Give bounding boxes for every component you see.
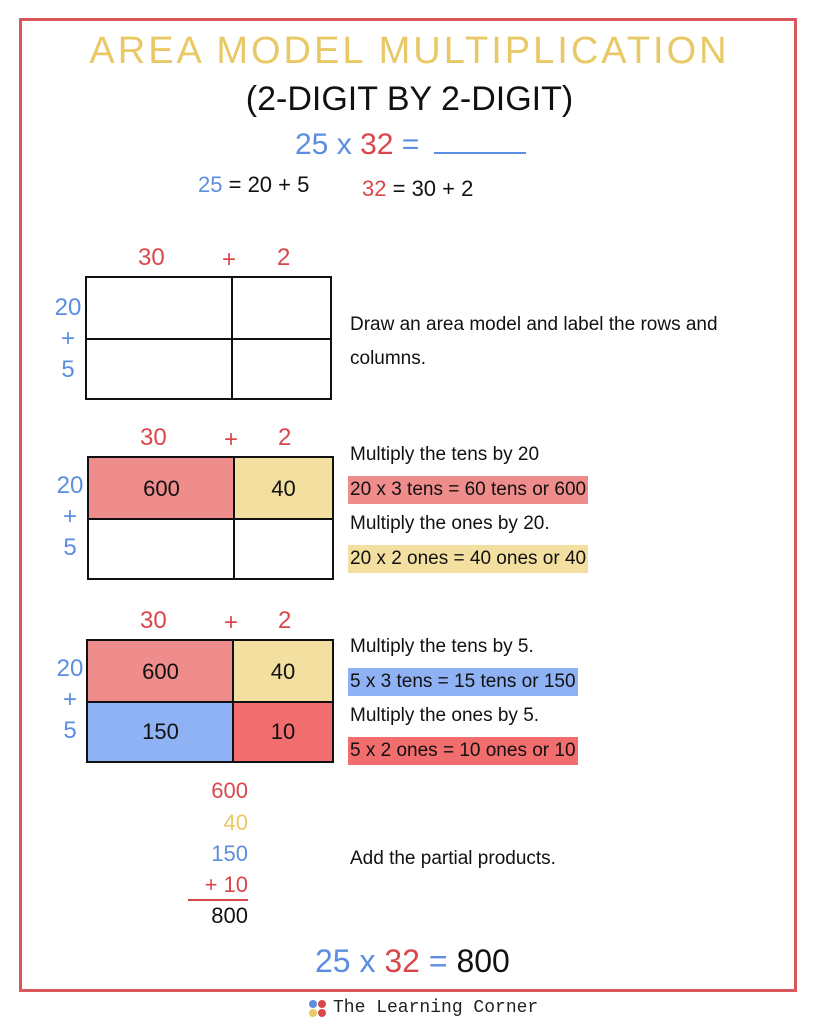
instruction-draw: Draw an area model and label the rows and columns.: [350, 314, 718, 369]
row-label-tens: 20: [56, 472, 84, 499]
partial-product-150: 150: [211, 841, 248, 866]
step1-calculation: 20 x 3 tens = 60 tens or 600: [348, 476, 588, 504]
step3-calculation: 5 x 3 tens = 15 tens or 150: [348, 668, 578, 696]
final-result: 800: [456, 943, 510, 979]
decomp-b-number: 32: [362, 176, 387, 201]
final-equation: [315, 943, 510, 980]
instruction-add: Add the partial products.: [350, 848, 556, 869]
partial-product-600: 600: [211, 778, 248, 803]
col-label-tens: 30: [138, 244, 165, 271]
decomposition-a: [198, 172, 309, 198]
final-equals-sign: =: [428, 943, 448, 979]
grid-divider-horizontal: [88, 701, 332, 703]
col-label-plus: +: [224, 609, 239, 636]
row-label-plus: +: [62, 686, 77, 713]
final-factor-b: 32: [384, 943, 420, 979]
row-label-tens: 20: [56, 655, 84, 682]
step4-calculation: 5 x 2 ones = 10 ones or 10: [348, 737, 578, 765]
final-times-sign: x: [359, 943, 376, 979]
partial-product-40: 40: [223, 810, 248, 835]
cell-ones-by-20: 40: [235, 458, 332, 519]
problem-equation: [295, 128, 526, 162]
decomposition-b: [362, 176, 473, 202]
cell-tens-by-20: 600: [88, 641, 233, 702]
col-label-tens: 30: [140, 424, 167, 451]
cell-ones-by-5: 10: [234, 703, 332, 761]
grid-divider-horizontal: [89, 518, 332, 520]
col-label-tens: 30: [140, 607, 167, 634]
col-label-plus: +: [222, 246, 237, 273]
brand-name: The Learning Corner: [333, 998, 539, 1018]
col-label-plus: +: [224, 426, 239, 453]
col-label-ones: 2: [278, 424, 292, 451]
partial-product-10: + 10: [188, 872, 248, 901]
step3-title: Multiply the tens by 5.: [350, 636, 534, 657]
step1-title: Multiply the tens by 20: [350, 444, 540, 465]
brand-logo-icon: [307, 998, 329, 1020]
step4-title: Multiply the ones by 5.: [350, 705, 540, 726]
grid-divider-horizontal: [87, 338, 330, 340]
row-label-ones: 5: [63, 534, 77, 561]
page-title: AREA MODEL MULTIPLICATION: [89, 30, 730, 72]
sum-total: 800: [211, 903, 248, 928]
col-label-ones: 2: [278, 607, 292, 634]
area-model-empty: [85, 276, 332, 400]
answer-blank: [434, 128, 526, 154]
row-label-plus: +: [60, 325, 75, 352]
decomp-b-expansion: = 30 + 2: [392, 176, 474, 201]
equals-sign: =: [401, 128, 420, 161]
area-model-step1: [87, 456, 334, 580]
final-factor-a: 25: [315, 943, 351, 979]
factor-b: 32: [360, 128, 394, 161]
decomp-a-number: 25: [198, 172, 223, 197]
row-label-ones: 5: [61, 356, 75, 383]
factor-a: 25: [295, 128, 329, 161]
decomp-a-expansion: = 20 + 5: [228, 172, 310, 197]
times-sign: x: [336, 128, 352, 161]
area-model-complete: [86, 639, 334, 763]
row-label-ones: 5: [63, 717, 77, 744]
row-label-tens: 20: [54, 294, 82, 321]
step2-calculation: 20 x 2 ones = 40 ones or 40: [348, 545, 588, 573]
page-subtitle: (2-DIGIT BY 2-DIGIT): [245, 80, 574, 118]
cell-ones-by-20: 40: [234, 641, 332, 702]
cell-tens-by-20: 600: [89, 458, 234, 519]
step2-title: Multiply the ones by 20.: [350, 513, 550, 534]
col-label-ones: 2: [277, 244, 291, 271]
cell-tens-by-5: 150: [88, 703, 233, 761]
row-label-plus: +: [62, 503, 77, 530]
